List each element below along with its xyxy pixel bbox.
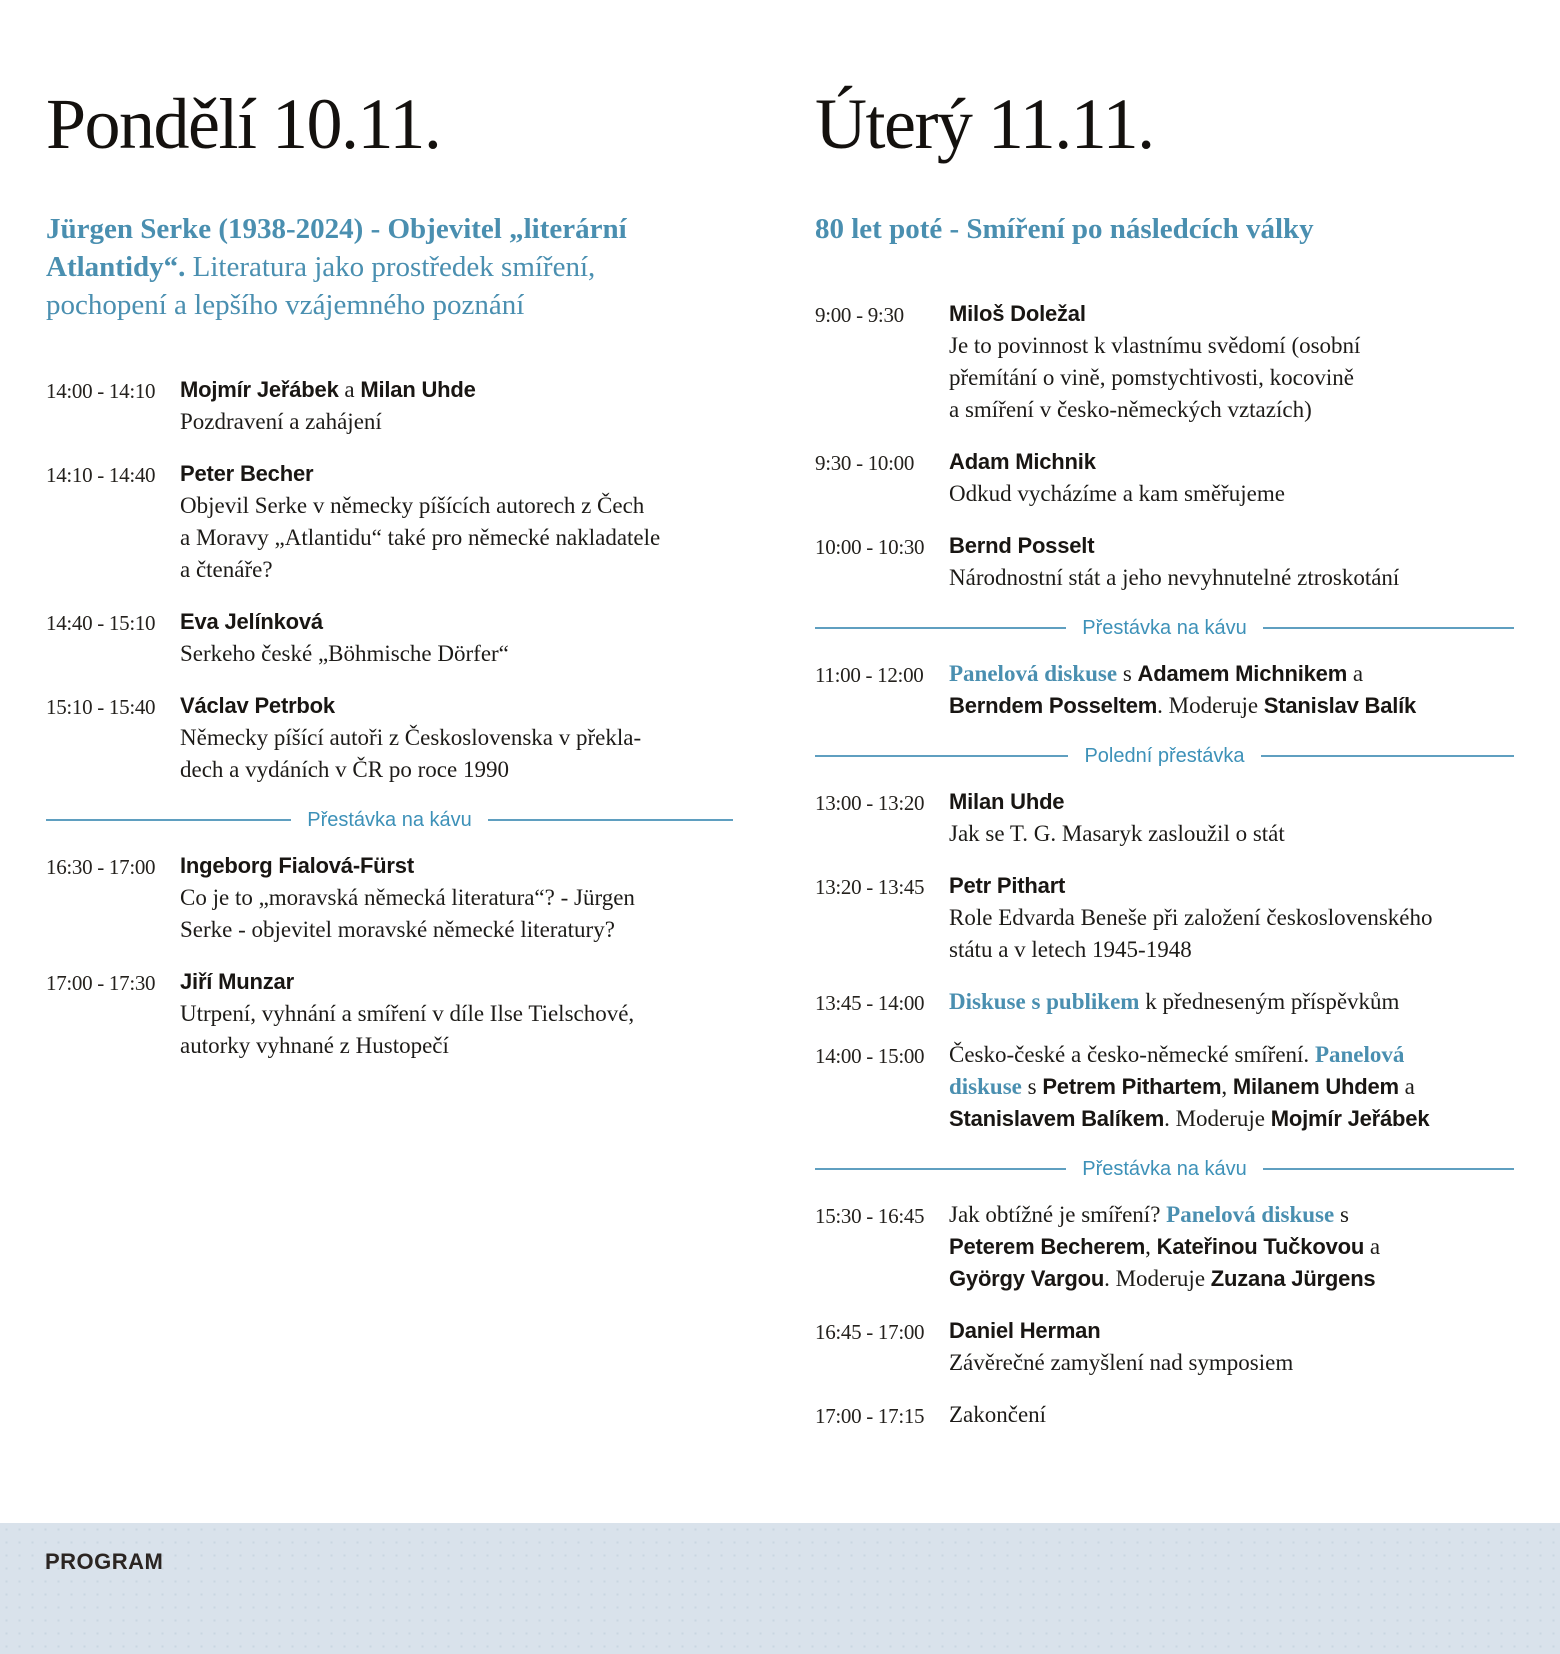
footer-label: PROGRAM — [45, 1549, 164, 1574]
text-line — [949, 690, 1514, 722]
text-line — [949, 818, 1514, 850]
text-run: s — [1334, 1202, 1349, 1227]
text-line — [180, 966, 733, 998]
text-line — [949, 1231, 1514, 1263]
coffee-break-divider — [815, 614, 1514, 642]
day-subtitle — [46, 210, 733, 324]
break-label: Polední přestávka — [1084, 745, 1245, 767]
session-item — [815, 658, 1514, 722]
subtitle-strong: Atlantidy“. — [46, 251, 186, 283]
session-text — [949, 1039, 1514, 1135]
coffee-break-divider — [46, 806, 733, 834]
text-line — [180, 554, 733, 586]
accent-label: Panelová diskuse — [949, 661, 1118, 686]
text-run: Role Edvarda Beneše při založení československého — [949, 905, 1433, 930]
session-time: 14:40 - 15:10 — [46, 611, 156, 635]
speaker-name: Milanem Uhdem — [1232, 1074, 1399, 1099]
text-run: Německy píšící autoři z Československa v překla- — [180, 725, 642, 750]
text-run: . Moderuje — [1164, 1106, 1271, 1131]
text-line — [949, 394, 1514, 426]
break-label: Přestávka na kávu — [1082, 617, 1247, 639]
session-text — [949, 1399, 1514, 1432]
subtitle-strong: Jürgen Serke (1938-2024) - Objevitel „literární — [46, 213, 627, 245]
session-time: 17:00 - 17:30 — [46, 971, 156, 995]
text-run: a — [1398, 1074, 1415, 1099]
speaker-name: Petrem Pithartem — [1042, 1074, 1222, 1099]
speaker-name: Jiří Munzar — [180, 969, 294, 994]
session-time: 17:00 - 17:15 — [815, 1404, 925, 1428]
session-item — [46, 690, 733, 786]
text-run: Jak obtížné je smíření? — [949, 1202, 1167, 1227]
text-line — [949, 986, 1514, 1018]
break-label: Přestávka na kávu — [1082, 1158, 1247, 1180]
text-line — [949, 902, 1514, 934]
speaker-name: Zuzana Jürgens — [1210, 1266, 1376, 1291]
speaker-name: Peterem Becherem — [949, 1234, 1146, 1259]
session-text — [949, 446, 1514, 510]
session-item — [815, 986, 1514, 1019]
text-line — [949, 1071, 1514, 1103]
text-line — [180, 522, 733, 554]
accent-label: Diskuse s publikem — [949, 989, 1140, 1014]
session-item — [815, 1399, 1514, 1432]
text-line — [46, 248, 733, 286]
break-line — [815, 755, 1068, 757]
session-time: 13:45 - 14:00 — [815, 991, 925, 1015]
speaker-name: Mojmír Jeřábek — [1270, 1106, 1430, 1131]
speaker-name: Milan Uhde — [360, 377, 476, 402]
session-item — [815, 1199, 1514, 1295]
day-title: Úterý 11.11. — [815, 84, 1154, 164]
coffee-break-divider — [815, 1155, 1514, 1183]
session-item — [46, 374, 733, 438]
session-item — [815, 446, 1514, 510]
text-line — [949, 1039, 1514, 1071]
accent-label: diskuse — [949, 1074, 1022, 1099]
coffee-break-divider — [815, 742, 1514, 770]
speaker-name: Adamem Michnikem — [1137, 661, 1348, 686]
text-line — [180, 374, 733, 406]
break-line — [46, 819, 291, 821]
session-time: 11:00 - 12:00 — [815, 663, 924, 687]
session-time: 15:30 - 16:45 — [815, 1204, 925, 1228]
text-run: k předneseným příspěvkům — [1139, 989, 1400, 1014]
text-run: , — [1221, 1074, 1233, 1099]
session-time: 9:30 - 10:00 — [815, 451, 915, 475]
column-tuesday — [815, 84, 1514, 1452]
speaker-name: Adam Michnik — [949, 449, 1096, 474]
text-line — [949, 658, 1514, 690]
text-run: Je to povinnost k vlastnímu svědomí (osobní — [949, 333, 1361, 358]
text-line — [949, 1315, 1514, 1347]
column-monday — [46, 84, 733, 1452]
text-line — [949, 1399, 1514, 1431]
text-run: státu a v letech 1945-1948 — [949, 937, 1192, 962]
text-line — [949, 298, 1514, 330]
speaker-name: Kateřinou Tučkovou — [1156, 1234, 1365, 1259]
session-text — [180, 458, 733, 586]
text-line — [180, 998, 733, 1030]
accent-label: Panelová diskuse — [1166, 1202, 1335, 1227]
text-run: . Moderuje — [1157, 693, 1264, 718]
session-time: 16:30 - 17:00 — [46, 855, 156, 879]
footer-bar — [0, 1523, 1560, 1654]
text-run: a — [1364, 1234, 1381, 1259]
text-line — [180, 914, 733, 946]
text-run: a — [338, 377, 361, 402]
text-line — [180, 722, 733, 754]
session-text — [949, 658, 1514, 722]
text-run: Jak se T. G. Masaryk zasloužil o stát — [949, 821, 1285, 846]
subtitle-text: pochopení a lepšího vzájemného poznání — [46, 289, 525, 321]
session-time: 16:45 - 17:00 — [815, 1320, 925, 1344]
break-line — [815, 1168, 1066, 1170]
session-text — [949, 530, 1514, 594]
speaker-name: Stanislav Balík — [1263, 693, 1417, 718]
break-line — [1263, 1168, 1514, 1170]
session-time: 13:00 - 13:20 — [815, 791, 925, 815]
break-line — [1261, 755, 1514, 757]
text-line — [949, 478, 1514, 510]
text-line — [180, 754, 733, 786]
text-line — [949, 1263, 1514, 1295]
accent-label: Panelová — [1314, 1042, 1405, 1067]
text-line — [949, 934, 1514, 966]
day-subtitle — [815, 210, 1514, 248]
session-text — [949, 870, 1514, 966]
session-item — [815, 786, 1514, 850]
text-line — [46, 286, 733, 324]
session-time: 10:00 - 10:30 — [815, 535, 925, 559]
break-label: Přestávka na kávu — [307, 809, 472, 831]
break-line — [488, 819, 733, 821]
session-text — [949, 986, 1514, 1019]
text-run: . Moderuje — [1104, 1266, 1211, 1291]
speaker-name: Václav Petrbok — [180, 693, 335, 718]
subtitle-strong: 80 let poté - Smíření po následcích války — [815, 213, 1314, 245]
text-run: Pozdravení a zahájení — [180, 409, 382, 434]
text-run: a smíření v česko-německých vztazích) — [949, 397, 1312, 422]
text-line — [180, 850, 733, 882]
session-text — [949, 1199, 1514, 1295]
speaker-name: Miloš Doležal — [949, 301, 1086, 326]
session-text — [949, 298, 1514, 426]
session-item — [815, 870, 1514, 966]
session-text — [180, 374, 733, 438]
speaker-name: Mojmír Jeřábek — [180, 377, 339, 402]
text-run: Utrpení, vyhnání a smíření v díle Ilse Tielschové, — [180, 1001, 635, 1026]
text-run: s — [1117, 661, 1138, 686]
text-run: Serke - objevitel moravské německé literatury? — [180, 917, 615, 942]
speaker-name: Daniel Herman — [949, 1318, 1101, 1343]
speaker-name: Ingeborg Fialová-Fürst — [180, 853, 414, 878]
text-line — [949, 870, 1514, 902]
text-line — [180, 690, 733, 722]
session-text — [180, 966, 733, 1062]
text-line — [949, 1103, 1514, 1135]
session-item — [815, 530, 1514, 594]
speaker-name: Milan Uhde — [949, 789, 1065, 814]
session-text — [180, 850, 733, 946]
speaker-name: Stanislavem Balíkem — [949, 1106, 1165, 1131]
subtitle-text: Literatura jako prostředek smíření, — [185, 251, 596, 283]
text-line — [180, 406, 733, 438]
text-run: a — [1347, 661, 1364, 686]
text-run: Závěrečné zamyšlení nad symposiem — [949, 1350, 1294, 1375]
speaker-name: Peter Becher — [180, 461, 314, 486]
text-run: Serkeho české „Böhmische Dörfer“ — [180, 641, 509, 666]
text-line — [949, 330, 1514, 362]
text-run: dech a vydáních v ČR po roce 1990 — [180, 757, 509, 782]
text-run: , — [1145, 1234, 1157, 1259]
text-run: Objevil Serke v německy píšících autorech z Čech — [180, 493, 645, 518]
text-line — [180, 638, 733, 670]
text-run: Národnostní stát a jeho nevyhnutelné ztroskotání — [949, 565, 1400, 590]
session-time: 14:00 - 15:00 — [815, 1044, 925, 1068]
session-item — [46, 850, 733, 946]
session-item — [46, 606, 733, 670]
text-line — [815, 210, 1514, 248]
session-item — [815, 1039, 1514, 1135]
text-line — [46, 210, 733, 248]
text-line — [949, 562, 1514, 594]
text-run: a čtenáře? — [180, 557, 273, 582]
speaker-name: Bernd Posselt — [949, 533, 1095, 558]
session-item — [815, 1315, 1514, 1379]
speaker-name: György Vargou — [949, 1266, 1105, 1291]
text-line — [180, 1030, 733, 1062]
day-title: Pondělí 10.11. — [46, 84, 441, 164]
break-line — [1263, 627, 1514, 629]
speaker-name: Berndem Posseltem — [949, 693, 1158, 718]
text-line — [949, 786, 1514, 818]
text-run: přemítání o vině, pomstychtivosti, kocovině — [949, 365, 1354, 390]
session-time: 13:20 - 13:45 — [815, 875, 925, 899]
session-item — [815, 298, 1514, 426]
text-run: Odkud vycházíme a kam směřujeme — [949, 481, 1285, 506]
text-line — [180, 458, 733, 490]
session-time: 15:10 - 15:40 — [46, 695, 156, 719]
session-time: 14:00 - 14:10 — [46, 379, 156, 403]
session-text — [180, 606, 733, 670]
text-run: Zakončení — [949, 1402, 1047, 1427]
session-text — [949, 1315, 1514, 1379]
text-line — [180, 490, 733, 522]
text-run: Česko-české a česko-německé smíření. — [949, 1042, 1315, 1067]
session-time: 14:10 - 14:40 — [46, 463, 156, 487]
text-line — [180, 606, 733, 638]
text-line — [949, 1347, 1514, 1379]
text-line — [180, 882, 733, 914]
text-line — [949, 530, 1514, 562]
text-line — [949, 362, 1514, 394]
text-run: autorky vyhnané z Hustopečí — [180, 1033, 449, 1058]
session-text — [949, 786, 1514, 850]
session-time: 9:00 - 9:30 — [815, 303, 904, 327]
text-run: s — [1021, 1074, 1043, 1099]
text-run: Co je to „moravská německá literatura“? - Jürgen — [180, 885, 635, 910]
text-line — [949, 446, 1514, 478]
session-item — [46, 458, 733, 586]
speaker-name: Eva Jelínková — [180, 609, 323, 634]
session-item — [46, 966, 733, 1062]
session-text — [180, 690, 733, 786]
break-line — [815, 627, 1066, 629]
speaker-name: Petr Pithart — [949, 873, 1066, 898]
text-line — [949, 1199, 1514, 1231]
text-run: a Moravy „Atlantidu“ také pro německé nakladatele — [180, 525, 661, 550]
